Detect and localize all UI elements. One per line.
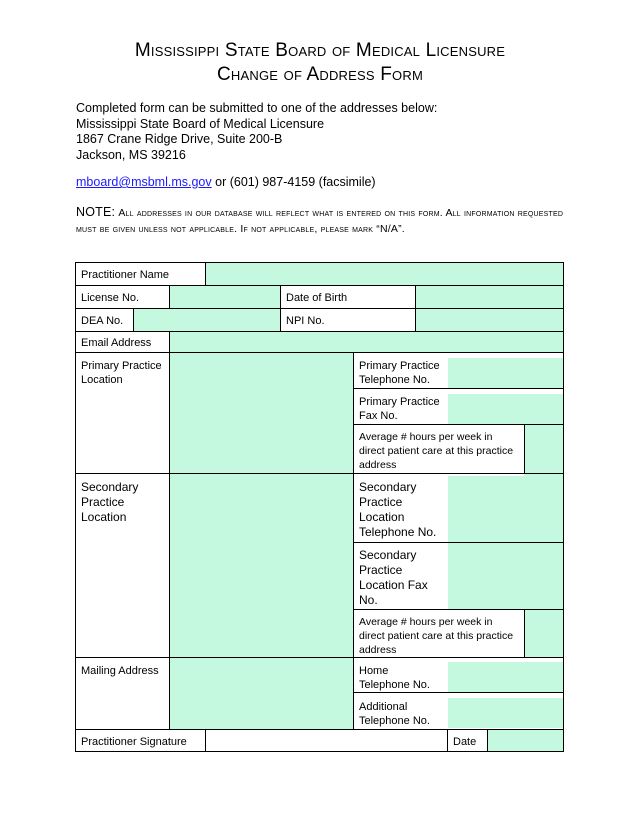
- mailing-address-label: Mailing Address: [76, 660, 168, 682]
- col-divider: [205, 262, 206, 285]
- col-divider: [169, 331, 170, 729]
- secondary-location-field[interactable]: [170, 474, 353, 657]
- form-title: Mississippi State Board of Medical Licensure: [134, 40, 506, 61]
- board-name: Mississippi State Board of Medical Licensure: [76, 116, 325, 131]
- intro-block: [76, 101, 437, 163]
- street-address: 1867 Crane Ridge Drive, Suite 200-B: [76, 132, 283, 146]
- date-of-birth-field[interactable]: [416, 286, 563, 308]
- city-state-zip: Jackson, MS 39216: [76, 147, 186, 162]
- email-address-label: Email Address: [76, 332, 168, 354]
- license-no-field[interactable]: [170, 286, 280, 308]
- practitioner-name-label: Practitioner Name: [76, 264, 204, 286]
- note-text: All addresses in our database will reflect what is entered on this form. All information requested must be given unless not applicable. If not applicable, please mark “N/A”.: [76, 207, 564, 235]
- col-divider: [524, 609, 525, 657]
- additional-phone-label: Additional Telephone No.: [354, 696, 446, 732]
- home-phone-label: Home Telephone No.: [354, 660, 446, 696]
- row-divider: [353, 692, 564, 693]
- row-divider: [353, 609, 564, 610]
- col-divider: [169, 285, 170, 308]
- row-divider: [75, 473, 564, 474]
- additional-phone-field[interactable]: [448, 698, 563, 728]
- email-address-field[interactable]: [170, 332, 563, 352]
- fax-text: or (601) 987-4159 (facsimile): [211, 175, 376, 189]
- col-divider: [487, 729, 488, 752]
- note-prefix: NOTE:: [76, 205, 116, 219]
- row-divider: [75, 729, 564, 730]
- secondary-location-label: Secondary Practice Location: [76, 476, 168, 529]
- avg-hours-primary-field[interactable]: [525, 425, 563, 473]
- row-divider: [353, 542, 564, 543]
- secondary-phone-field[interactable]: [448, 474, 563, 542]
- secondary-fax-field[interactable]: [448, 543, 563, 609]
- col-divider: [447, 729, 448, 752]
- row-divider: [75, 308, 564, 309]
- row-divider: [75, 285, 564, 286]
- dea-no-label: DEA No.: [76, 310, 133, 332]
- avg-hours-primary-label: Average # hours per week in direct patient care at this practice address: [354, 426, 524, 476]
- home-phone-field[interactable]: [448, 662, 563, 692]
- license-no-label: License No.: [76, 287, 168, 309]
- row-divider: [353, 424, 564, 425]
- col-divider: [133, 308, 134, 331]
- dea-no-field[interactable]: [134, 309, 280, 331]
- row-divider: [75, 352, 564, 353]
- npi-no-field[interactable]: [416, 309, 563, 331]
- email-link[interactable]: mboard@msbml.ms.gov: [76, 175, 212, 189]
- row-divider: [75, 331, 564, 332]
- primary-phone-label: Primary Practice Telephone No.: [354, 355, 446, 391]
- secondary-fax-label: Secondary Practice Location Fax No.: [354, 544, 446, 612]
- date-of-birth-label: Date of Birth: [281, 287, 415, 309]
- primary-phone-field[interactable]: [448, 358, 563, 388]
- signature-label: Practitioner Signature: [76, 731, 204, 753]
- form-subtitle: Change of Address Form: [217, 64, 423, 85]
- col-divider: [280, 285, 281, 331]
- avg-hours-secondary-field[interactable]: [525, 610, 563, 657]
- primary-fax-label: Primary Practice Fax No.: [354, 391, 446, 427]
- signature-field[interactable]: [206, 730, 447, 751]
- col-divider: [205, 729, 206, 752]
- col-divider: [415, 285, 416, 331]
- primary-fax-field[interactable]: [448, 394, 563, 424]
- row-divider: [353, 388, 564, 389]
- primary-location-field[interactable]: [170, 353, 353, 473]
- secondary-phone-label: Secondary Practice Location Telephone No.: [354, 476, 446, 544]
- avg-hours-secondary-label: Average # hours per week in direct patient care at this practice address: [354, 611, 524, 661]
- contact-line: [76, 175, 376, 189]
- date-label: Date: [448, 731, 486, 753]
- col-divider: [524, 424, 525, 473]
- row-divider: [75, 657, 564, 658]
- intro-line: Completed form can be submitted to one of the addresses below:: [76, 101, 438, 115]
- date-field[interactable]: [488, 730, 563, 751]
- npi-no-label: NPI No.: [281, 310, 415, 332]
- practitioner-name-field[interactable]: [206, 263, 563, 285]
- primary-location-label: Primary Practice Location: [76, 355, 168, 391]
- col-divider: [353, 352, 354, 729]
- mailing-address-field[interactable]: [170, 658, 353, 729]
- note-block: [76, 204, 576, 237]
